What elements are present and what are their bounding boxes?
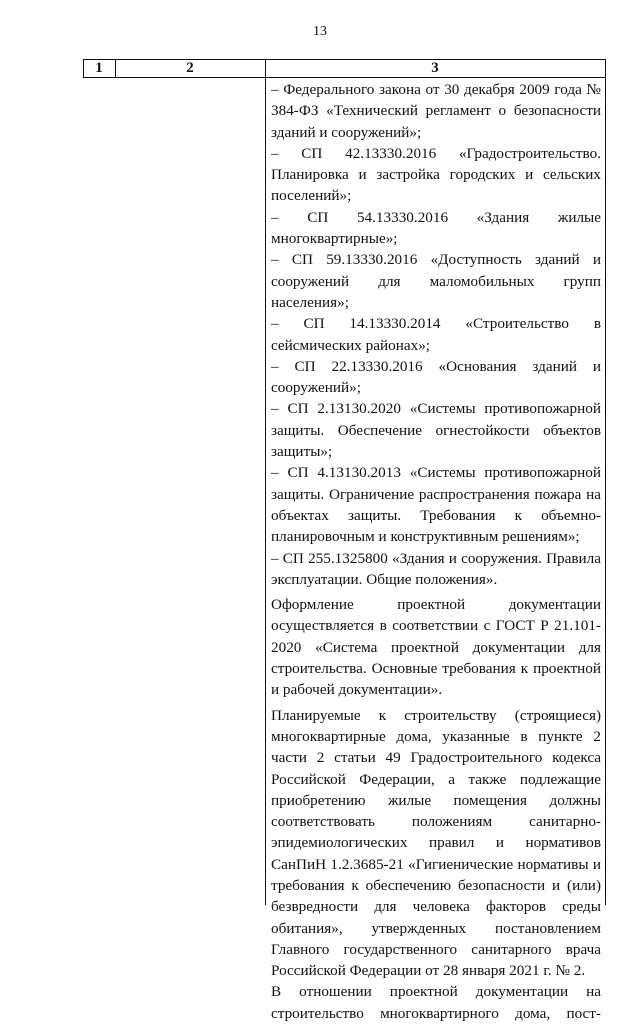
list-item: – СП 22.13330.2016 «Основания зданий и сооружений»; bbox=[271, 357, 601, 397]
list-item: – СП 59.13330.2016 «Доступность зданий и сооружений для маломобильных групп населения»; bbox=[271, 251, 601, 311]
list-item: – СП 255.1325800 «Здания и сооружения. Правила эксплуатации. Общие положения». bbox=[271, 549, 601, 588]
list-item: – СП 14.13330.2014 «Строительство в сейсмических районах»; bbox=[271, 315, 601, 354]
table-right-border bbox=[605, 59, 606, 905]
column-3-content bbox=[271, 79, 601, 1024]
list-item: – СП 42.13330.2016 «Градостроительство. Планировка и застройка городских и сельских поселений»; bbox=[271, 144, 601, 205]
column-header-2: 2 bbox=[186, 60, 194, 76]
column-header-1: 1 bbox=[95, 60, 103, 76]
column-divider-2 bbox=[265, 59, 266, 905]
closing-paragraph: В отношении проектной документации на строительство многоквартирного дома, пост- bbox=[271, 983, 601, 1022]
page-number: 13 bbox=[313, 24, 327, 39]
list-item: – Федерального закона от 30 декабря 2009 года № 384-ФЗ «Технический регламент о безопасности зданий и сооружений»; bbox=[271, 81, 601, 141]
formatting-paragraph: Оформление проектной документации осуществляется в соответствии с ГОСТ Р 21.101-2020 «Система проектной документации для строительства. Основные требования к проектной и рабочей документации». bbox=[271, 596, 601, 699]
list-item: – СП 2.13130.2020 «Системы противопожарной защиты. Обеспечение огнестойкости объектов защиты»; bbox=[271, 400, 601, 461]
column-header-3: 3 bbox=[431, 60, 439, 76]
list-item: – СП 54.13330.2016 «Здания жилые многоквартирные»; bbox=[271, 208, 601, 248]
sanpin-paragraph: Планируемые к строительству (строящиеся) многоквартирные дома, указанные в пункте 2 части 2 статьи 49 Градостроительного кодекса Российской Федерации, а также подлежащие приобретению жилые помещения должны соответствовать положениям санитарно-эпидемиологических правил и нормативов СанПиН 1.2.3685-21 «Гигиенические нормативы и требования к обеспечению безопасности и (или) безвредности для человека факторов среды обитания», утвержденных постановлением Главного государственного санитарного врача Российской Федерации от 28 января 2021 г. № 2. bbox=[271, 706, 601, 980]
list-item: – СП 4.13130.2013 «Системы противопожарной защиты. Ограничение распространения пожара на объектах защиты. Требования к объемно-планировочным и конструктивным решениям»; bbox=[271, 464, 601, 546]
table-header-divider bbox=[83, 77, 605, 78]
